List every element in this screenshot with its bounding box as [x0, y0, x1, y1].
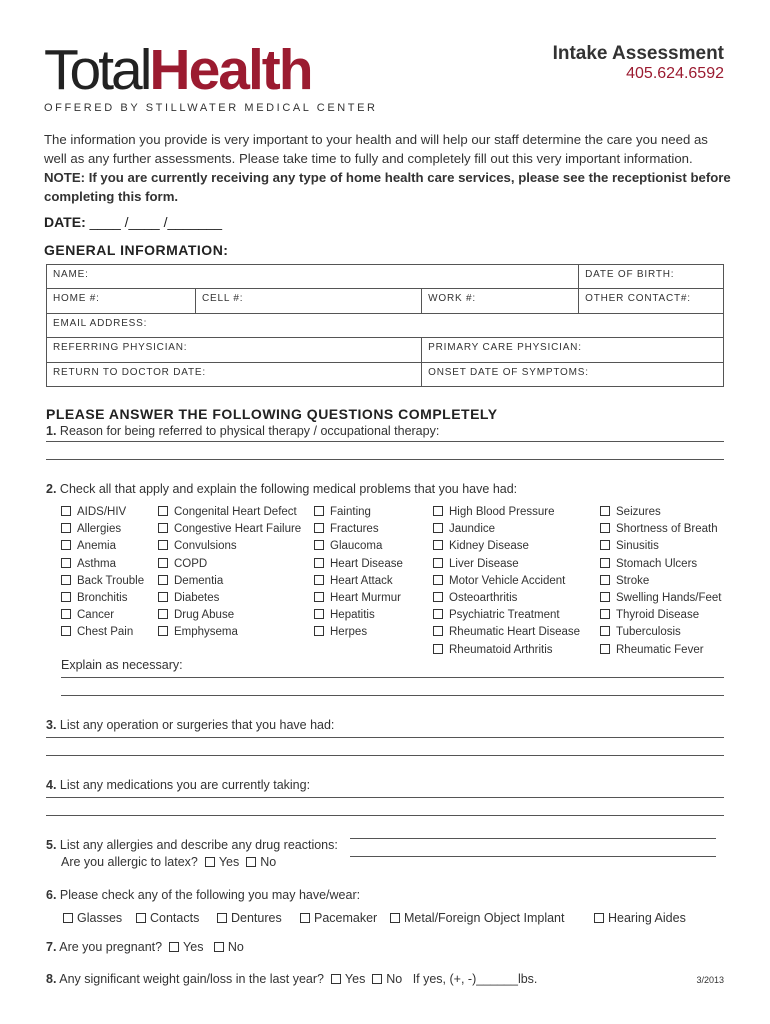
primary-physician-field[interactable]: PRIMARY CARE PHYSICIAN: [422, 338, 724, 362]
question-7: 7. Are you pregnant? Yes No [46, 940, 244, 954]
condition-item[interactable] [600, 557, 697, 571]
checkbox[interactable] [600, 540, 610, 550]
question-4: 4. List any medications you are currently taking: [46, 778, 311, 792]
checkbox[interactable] [433, 506, 443, 516]
other-contact-field[interactable]: OTHER CONTACT#: [579, 289, 724, 313]
checkbox[interactable] [314, 626, 324, 636]
condition-label: Liver Disease [449, 557, 519, 570]
checkbox[interactable] [136, 913, 146, 923]
checkbox[interactable] [314, 558, 324, 568]
condition-label: Convulsions [174, 540, 237, 553]
checkbox[interactable] [314, 592, 324, 602]
general-info-table [46, 264, 724, 387]
condition-item[interactable] [158, 608, 234, 622]
checkbox[interactable] [600, 592, 610, 602]
condition-item[interactable] [61, 591, 128, 605]
checkbox[interactable] [61, 540, 71, 550]
condition-item[interactable] [600, 539, 659, 553]
condition-label: Diabetes [174, 592, 220, 604]
condition-item[interactable] [600, 643, 704, 657]
checkbox[interactable] [158, 592, 168, 602]
condition-item[interactable] [600, 522, 718, 536]
onset-date-field[interactable]: ONSET DATE OF SYMPTOMS: [422, 362, 724, 386]
condition-item[interactable] [61, 539, 116, 553]
wear-label: Contacts [150, 911, 200, 925]
condition-item[interactable] [600, 608, 699, 622]
checkbox[interactable] [390, 913, 400, 923]
checkbox[interactable] [158, 506, 168, 516]
condition-item[interactable] [433, 574, 565, 588]
condition-label: Rheumatic Heart Disease [449, 626, 581, 639]
checkbox[interactable] [61, 626, 71, 636]
weight-yes-checkbox[interactable] [331, 974, 341, 984]
condition-label: Herpes [330, 626, 368, 639]
work-phone-field[interactable]: WORK #: [422, 289, 579, 313]
checkbox[interactable] [158, 540, 168, 550]
checkbox[interactable] [61, 506, 71, 516]
condition-label: Sinusitis [616, 540, 659, 553]
weight-no-checkbox[interactable] [372, 974, 382, 984]
wear-item[interactable] [217, 911, 282, 925]
total-health-logo: TotalHealth [44, 38, 312, 102]
wear-item[interactable] [136, 911, 199, 925]
condition-item[interactable] [433, 505, 554, 519]
condition-item[interactable] [314, 625, 367, 639]
checkbox[interactable] [314, 540, 324, 550]
condition-item[interactable] [314, 591, 401, 605]
checkbox[interactable] [600, 609, 610, 619]
checkbox[interactable] [158, 575, 168, 585]
condition-label: Swelling Hands/Feet [616, 592, 722, 604]
checkbox[interactable] [217, 913, 227, 923]
wear-item[interactable] [300, 911, 377, 925]
wear-label: Hearing Aides [608, 911, 686, 925]
condition-item[interactable] [158, 591, 219, 605]
condition-label: Allergies [77, 523, 122, 536]
answer-line[interactable] [61, 677, 724, 678]
condition-item[interactable] [600, 625, 681, 639]
checkbox[interactable] [61, 575, 71, 585]
condition-item[interactable] [433, 591, 517, 605]
latex-allergy-question: Are you allergic to latex? Yes No [61, 855, 277, 869]
checkbox[interactable] [433, 592, 443, 602]
question-5: 5. List any allergies and describe any drug reactions: [46, 838, 338, 852]
answer-line[interactable] [46, 459, 724, 460]
condition-item[interactable] [158, 522, 301, 536]
explain-label: Explain as necessary: [61, 658, 183, 672]
checkbox[interactable] [433, 626, 443, 636]
condition-item[interactable] [158, 574, 223, 588]
checkbox[interactable] [63, 913, 73, 923]
condition-item[interactable] [61, 574, 144, 588]
latex-no-checkbox[interactable] [246, 857, 256, 867]
checkbox[interactable] [61, 609, 71, 619]
wear-label: Metal/Foreign Object Implant [404, 911, 565, 925]
condition-label: Dementia [174, 574, 224, 587]
condition-label: Thyroid Disease [616, 609, 700, 622]
condition-item[interactable] [433, 625, 580, 639]
checkbox[interactable] [158, 523, 168, 533]
condition-label: High Blood Pressure [449, 506, 555, 518]
checkbox[interactable] [300, 913, 310, 923]
condition-label: Kidney Disease [449, 540, 529, 553]
checkbox[interactable] [600, 523, 610, 533]
condition-item[interactable] [61, 522, 121, 536]
answer-line[interactable] [350, 838, 716, 839]
checkbox[interactable] [158, 626, 168, 636]
condition-label: Seizures [616, 506, 661, 518]
checkbox[interactable] [61, 558, 71, 568]
condition-item[interactable] [61, 557, 116, 571]
checkbox[interactable] [433, 540, 443, 550]
checkbox[interactable] [600, 558, 610, 568]
condition-label: Stomach Ulcers [616, 557, 698, 570]
cell-phone-field[interactable]: CELL #: [196, 289, 422, 313]
condition-label: Anemia [77, 540, 116, 553]
answer-line[interactable] [350, 856, 716, 857]
condition-item[interactable] [158, 557, 207, 571]
condition-label: Hepatitis [330, 609, 375, 622]
checkbox[interactable] [433, 575, 443, 585]
condition-label: Drug Abuse [174, 609, 235, 622]
condition-item[interactable] [158, 505, 297, 519]
condition-item[interactable] [314, 557, 403, 571]
question-6: 6. Please check any of the following you may have/wear: [46, 888, 361, 902]
condition-item[interactable] [433, 557, 519, 571]
return-date-field[interactable]: RETURN TO DOCTOR DATE: [47, 362, 422, 386]
answer-line[interactable] [46, 441, 724, 442]
condition-label: Asthma [77, 557, 116, 570]
question-8: 8. Any significant weight gain/loss in the last year? Yes No If yes, (+, -)______lbs. [46, 972, 538, 986]
checkbox[interactable] [61, 523, 71, 533]
checkbox[interactable] [600, 626, 610, 636]
condition-item[interactable] [314, 574, 393, 588]
checkbox[interactable] [61, 592, 71, 602]
condition-item[interactable] [61, 625, 133, 639]
revision-date: 3/2013 [696, 975, 724, 985]
condition-label: Bronchitis [77, 592, 128, 604]
checkbox[interactable] [600, 506, 610, 516]
condition-item[interactable] [433, 608, 560, 622]
condition-label: COPD [174, 557, 208, 570]
wear-label: Glasses [77, 911, 123, 925]
answer-line[interactable] [46, 797, 724, 798]
condition-label: Motor Vehicle Accident [449, 574, 566, 587]
condition-item[interactable] [158, 539, 237, 553]
checkbox[interactable] [314, 609, 324, 619]
condition-label: Psychiatric Treatment [449, 609, 560, 622]
condition-item[interactable] [433, 643, 553, 657]
answer-line[interactable] [46, 815, 724, 816]
checkbox[interactable] [600, 644, 610, 654]
checkbox[interactable] [433, 644, 443, 654]
date-field[interactable]: DATE: ____ /____ /_______ [44, 214, 222, 230]
logo-tagline: OFFERED BY STILLWATER MEDICAL CENTER [44, 102, 378, 114]
checkbox[interactable] [158, 558, 168, 568]
answer-line[interactable] [46, 737, 724, 738]
question-3: 3. List any operation or surgeries that you have had: [46, 718, 335, 732]
condition-label: Tuberculosis [616, 626, 681, 639]
questions-heading: PLEASE ANSWER THE FOLLOWING QUESTIONS COMPLETELY [46, 406, 498, 422]
condition-item[interactable] [314, 522, 379, 536]
referring-physician-field[interactable]: REFERRING PHYSICIAN: [47, 338, 422, 362]
wear-label: Pacemaker [314, 911, 378, 925]
condition-label: Fractures [330, 523, 379, 536]
condition-label: Congenital Heart Defect [174, 506, 297, 518]
pregnant-no-checkbox[interactable] [214, 942, 224, 952]
condition-label: Stroke [616, 574, 650, 587]
condition-label: Rheumatic Fever [616, 643, 704, 656]
checkbox[interactable] [314, 523, 324, 533]
wear-item[interactable] [390, 911, 565, 925]
condition-label: Back Trouble [77, 574, 145, 587]
checkbox[interactable] [433, 609, 443, 619]
checkbox[interactable] [594, 913, 604, 923]
form-title: Intake Assessment [552, 43, 724, 64]
wear-label: Dentures [231, 911, 282, 925]
condition-item[interactable] [600, 591, 721, 605]
condition-label: Heart Murmur [330, 592, 401, 604]
condition-label: AIDS/HIV [77, 506, 127, 518]
checkbox[interactable] [158, 609, 168, 619]
condition-item[interactable] [600, 505, 661, 519]
condition-label: Jaundice [449, 523, 496, 536]
condition-item[interactable] [158, 625, 238, 639]
condition-label: Emphysema [174, 626, 238, 639]
checkbox[interactable] [314, 506, 324, 516]
email-field[interactable]: EMAIL ADDRESS: [47, 313, 724, 337]
condition-label: Glaucoma [330, 540, 383, 553]
pregnant-yes-checkbox[interactable] [169, 942, 179, 952]
intro-paragraph: The information you provide is very important to your health and will help our staff determine the care you need as well as any further assessments. Please take time to fully and completely fill out this very important information. NOTE: If you are currently receiving any type of home health care services, please see the receptionist before completing this form. [44, 132, 731, 204]
question-1: 1. Reason for being referred to physical therapy / occupational therapy: [46, 424, 440, 438]
question-2: 2. Check all that apply and explain the following medical problems that you have had: [46, 482, 518, 496]
checkbox[interactable] [600, 575, 610, 585]
checkbox[interactable] [314, 575, 324, 585]
name-field[interactable]: NAME: [47, 265, 579, 289]
dob-field[interactable]: DATE OF BIRTH: [579, 265, 724, 289]
phone-number: 405.624.6592 [626, 65, 724, 82]
condition-label: Congestive Heart Failure [174, 523, 302, 536]
condition-item[interactable] [433, 539, 529, 553]
condition-item[interactable] [61, 505, 126, 519]
answer-line[interactable] [46, 755, 724, 756]
condition-label: Shortness of Breath [616, 523, 718, 536]
condition-item[interactable] [600, 574, 649, 588]
checkbox[interactable] [433, 523, 443, 533]
answer-line[interactable] [61, 695, 724, 696]
condition-label: Heart Attack [330, 574, 393, 587]
condition-label: Rheumatoid Arthritis [449, 643, 553, 656]
checkbox[interactable] [433, 558, 443, 568]
condition-label: Fainting [330, 506, 371, 518]
condition-item[interactable] [61, 608, 114, 622]
condition-label: Cancer [77, 609, 115, 622]
latex-yes-checkbox[interactable] [205, 857, 215, 867]
condition-item[interactable] [433, 522, 495, 536]
wear-item[interactable] [63, 911, 122, 925]
general-info-heading: GENERAL INFORMATION: [44, 242, 229, 258]
condition-item[interactable] [314, 608, 375, 622]
condition-item[interactable] [314, 539, 382, 553]
condition-label: Osteoarthritis [449, 592, 518, 604]
condition-label: Heart Disease [330, 557, 403, 570]
wear-item[interactable] [594, 911, 686, 925]
home-phone-field[interactable]: HOME #: [47, 289, 196, 313]
condition-item[interactable] [314, 505, 371, 519]
condition-label: Chest Pain [77, 626, 134, 639]
